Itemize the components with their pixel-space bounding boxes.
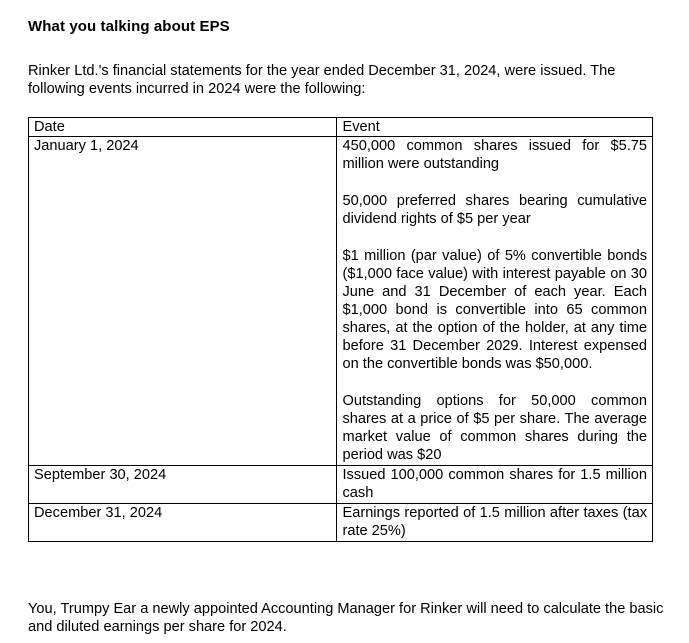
document-title: What you talking about EPS: [28, 18, 230, 35]
event-text: 450,000 common shares issued for $5.75 million were outstanding: [342, 138, 647, 172]
event-text: $1 million (par value) of 5% convertible bonds ($1,000 face value) with interest payable on 30 June and 31 December of each year. Each $1,000 bond is convertible into 65 common shares, at the option of the holder, at any time before 31 December 2029. Interest expensed on the convertible bonds was $50,000.: [342, 248, 647, 372]
event-cell: [337, 466, 653, 504]
date-column-header: Date: [29, 118, 337, 137]
event-cell: [337, 504, 653, 542]
events-table: [28, 117, 653, 542]
event-text: 50,000 preferred shares bearing cumulative dividend rights of $5 per year: [342, 193, 647, 227]
date-cell: September 30, 2024: [29, 466, 337, 504]
table-row: [29, 137, 653, 466]
date-cell: January 1, 2024: [29, 137, 337, 466]
intro-paragraph: Rinker Ltd.'s financial statements for the year ended December 31, 2024, were issued. The following events incurred in 2024 were the following:: [28, 63, 616, 97]
closing-paragraph: You, Trumpy Ear a newly appointed Accounting Manager for Rinker will need to calculate the basic and diluted earnings per share for 2024.: [28, 601, 664, 635]
table-row: [29, 504, 653, 542]
table-header-row: [29, 118, 653, 137]
event-text: Issued 100,000 common shares for 1.5 million cash: [342, 467, 647, 501]
event-text: Outstanding options for 50,000 common shares at a price of $5 per share. The average market value of common shares during the period was $20: [342, 393, 647, 463]
event-column-header: Event: [337, 118, 653, 137]
event-cell: [337, 137, 653, 466]
table-row: [29, 466, 653, 504]
event-text: Earnings reported of 1.5 million after taxes (tax rate 25%): [342, 505, 647, 539]
date-cell: December 31, 2024: [29, 504, 337, 542]
